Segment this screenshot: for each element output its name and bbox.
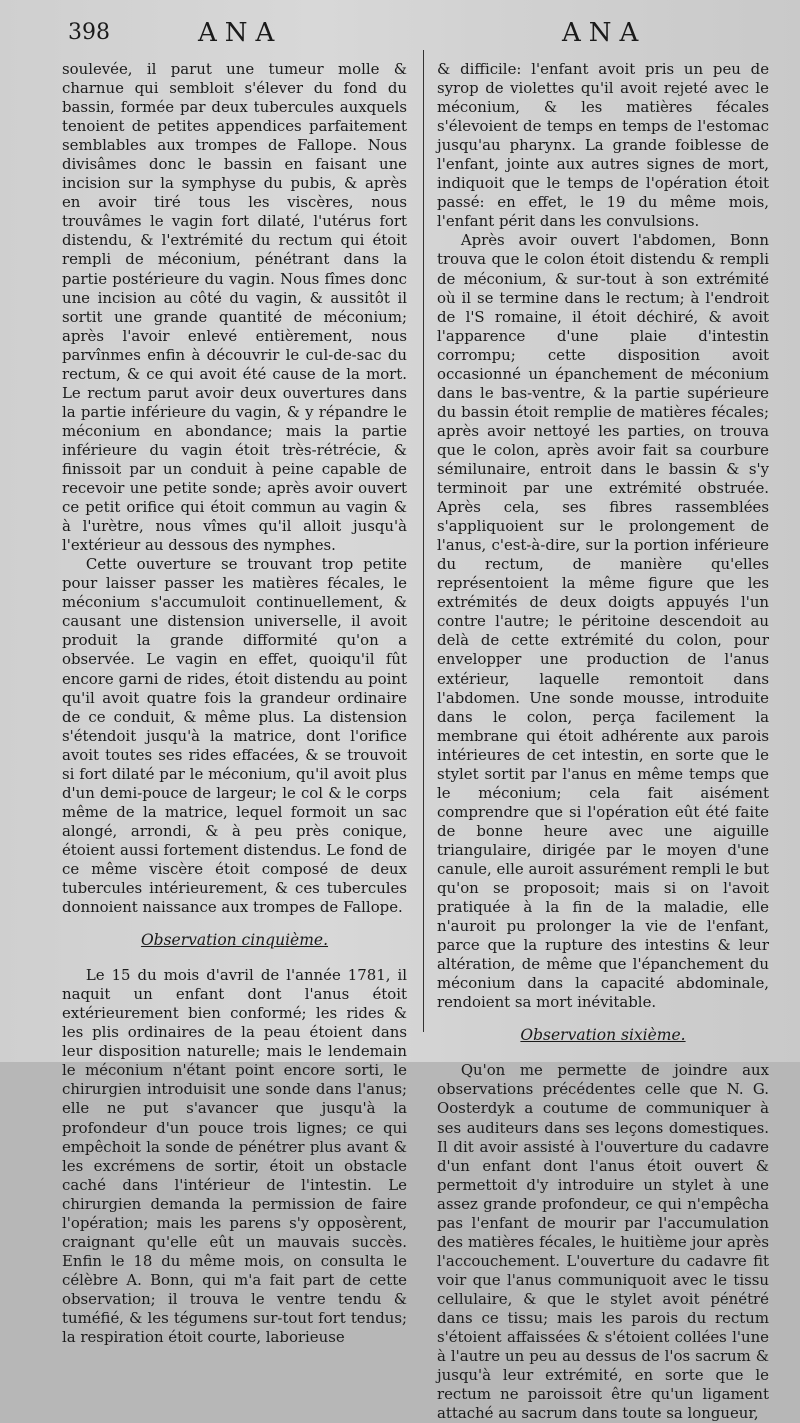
page-number: 398: [68, 20, 110, 45]
running-head-left: ANA: [198, 18, 283, 48]
section-heading: Observation cinquième.: [140, 931, 329, 950]
page-header: [0, 18, 800, 52]
section-heading: Observation sixième.: [520, 1026, 686, 1045]
paragraph: Qu'on me permette de joindre aux observations précédentes celle que N. G. Oosterdyk a coutume de communiquer à ses auditeurs dans ses leçons domestiques. Il dit avoir assisté à l'ouverture du cadavre d'un enfant dont l'anus étoit ouvert & permettoit d'y introduire un stylet à une assez grande profondeur, ce qui n'empêcha pas l'enfant de mourir par l'accumulation des matières fécales, le huitième jour après l'accouchement. L'ouverture du cadavre fit voir que l'anus communiquoit avec le tissu cellulaire, & que le stylet avoit pénétré dans ce tissu; mais les parois du rectum s'étoient affaissées & s'étoient collées l'une à l'autre un peu au dessus de l'os sacrum & jusqu'à leur extrémité, en sorte que le rectum ne paroissoit être qu'un ligament attaché au sacrum dans toute sa longueur,: [437, 1061, 769, 1423]
right-column: [437, 60, 769, 1423]
paragraph: Après avoir ouvert l'abdomen, Bonn trouva que le colon étoit distendu & rempli de méconium, & sur-tout à son extrémité où il se termine dans le rectum; à l'endroit de l'S romaine, il étoit déchiré, & avoit l'apparence d'une plaie d'intestin corrompu; cette disposition avoit occasionné un épanchement de méconium dans le bas-ventre, & la partie supérieure du bassin étoit remplie de matières fécales; après avoir nettoyé les parties, on trouva que le colon, après avoir fait sa courbure sémilunaire, entroit dans le bassin & s'y terminoit par une extrémité obstruée. Après cela, ses fibres rassemblées s'appliquoient sur le prolongement de l'anus, c'est-à-dire, sur la portion inférieure du rectum, de manière qu'elles représentoient la même figure que les extrémités de deux doigts appuyés l'un contre l'autre; le péritoine descendoit au delà de cette extrémité du colon, pour envelopper une production de l'anus extérieur, laquelle remontoit dans l'abdomen. Une sonde mousse, introduite dans le colon, perça facilement la membrane qui étoit adhérente aux parois intérieures de cet intestin, en sorte que le stylet sortit par l'anus en même temps que le méconium; cela fait aisément comprendre que si l'opération eût été faite de bonne heure avec une aiguille triangulaire, dirigée par le moyen d'une canule, elle auroit assurément rempli le but qu'on se proposoit; mais si on l'avoit pratiquée à la fin de la maladie, elle n'auroit pu prolonger la vie de l'enfant, parce que la rupture des intestins & leur altération, de même que l'épanchement du méconium dans la capacité abdominale, rendoient sa mort inévitable.: [437, 231, 769, 1012]
running-head-right: ANA: [562, 18, 647, 48]
paragraph: Cette ouverture se trouvant trop petite pour laisser passer les matières fécales, le méconium s'accumuloit continuellement, & causant une distension universelle, il avoit produit la grande difformité qu'on a observée. Le vagin en effet, quoiqu'il fût encore garni de rides, étoit distendu au point qu'il avoit quatre fois la grandeur ordinaire de ce conduit, & même plus. La distension s'étendoit jusqu'à la matrice, dont l'orifice avoit toutes ses rides effacées, & se trouvoit si fort dilaté par le méconium, qu'il avoit plus d'un demi-pouce de largeur; le col & le corps même de la matrice, lequel formoit un sac alongé, arrondi, & à peu près conique, étoient aussi fortement distendus. Le fond de ce même viscère étoit composé de deux tubercules intérieurement, & ces tubercules donnoient naissance aux trompes de Fallope.: [62, 555, 407, 917]
left-column: [62, 60, 407, 1347]
paragraph: & difficile: l'enfant avoit pris un peu de syrop de violettes qu'il avoit rejeté avec le méconium, & les matières fécales s'élevoient de temps en temps de l'estomac jusqu'au pharynx. La grande foiblesse de l'enfant, jointe aux autres signes de mort, indiquoit que le temps de l'opération étoit passé: en effet, le 19 du même mois, l'enfant périt dans les convulsions.: [437, 60, 769, 231]
column-divider: [423, 50, 424, 1032]
paragraph: soulevée, il parut une tumeur molle & charnue qui sembloit s'élever du fond du bassin, formée par deux tubercules auxquels tenoient de petites appendices parfaitement semblables aux trompes de Fallope. Nous divisâmes donc le bassin en faisant une incision sur la symphyse du pubis, & après en avoir tiré tous les viscères, nous trouvâmes le vagin fort dilaté, l'utérus fort distendu, & l'extrémité du rectum qui étoit rempli de méconium, pénétrant dans la partie postérieure du vagin. Nous fîmes donc une incision au côté du vagin, & aussitôt il sortit une grande quantité de méconium; après l'avoir enlevé entièrement, nous parvînmes enfin à découvrir le cul-de-sac du rectum, & ce qui avoit été cause de la mort. Le rectum parut avoir deux ouvertures dans la partie inférieure du vagin, & y répandre le méconium en abondance; mais la partie inférieure du vagin étoit très-rétrécie, & finissoit par un conduit à peine capable de recevoir une petite sonde; après avoir ouvert ce petit orifice qui étoit commun au vagin & à l'urètre, nous vîmes qu'il alloit jusqu'à l'extérieur au dessous des nymphes.: [62, 60, 407, 555]
paragraph: Le 15 du mois d'avril de l'année 1781, il naquit un enfant dont l'anus étoit extérieurement bien conformé; les rides & les plis ordinaires de la peau étoient dans leur disposition naturelle; mais le lendemain le méconium n'étant point encore sorti, le chirurgien introduisit une sonde dans l'anus; elle ne put s'avancer que jusqu'à la profondeur d'un pouce trois lignes; ce qui empêchoit la sonde de pénétrer plus avant & les excrémens de sortir, étoit un obstacle caché dans l'intérieur de l'intestin. Le chirurgien demanda la permission de faire l'opération; mais les parens s'y opposèrent, craignant qu'elle eût un mauvais succès. Enfin le 18 du même mois, on consulta le célèbre A. Bonn, qui m'a fait part de cette observation; il trouva le ventre tendu & tuméfié, & les tégumens sur-tout fort tendus; la respiration étoit courte, laborieuse: [62, 966, 407, 1347]
